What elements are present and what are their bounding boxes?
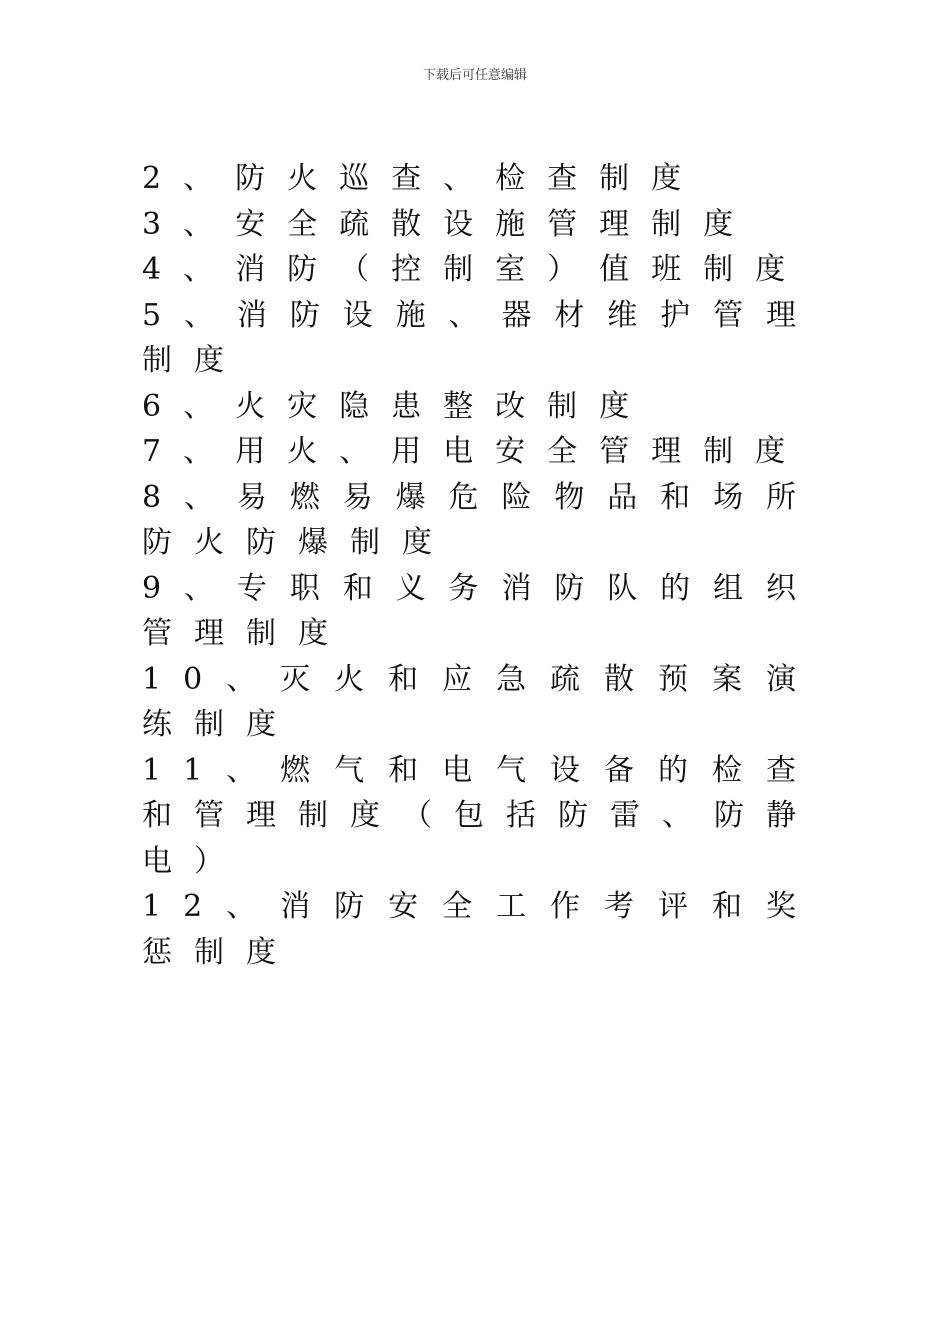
list-item: 4、消防（控制室）值班制度 <box>142 252 808 287</box>
list-item: 10、灭火和应急疏散预案演练制度 <box>142 661 818 742</box>
list-item: 8、易燃易爆危险物品和场所防火防爆制度 <box>142 479 818 560</box>
list-item: 11、燃气和电气设备的检查和管理制度（包括防雷、防静电） <box>142 752 818 879</box>
page-header: 下载后可任意编辑 <box>422 68 527 83</box>
list-item: 3、安全疏散设施管理制度 <box>142 206 756 242</box>
list-item: 9、专职和义务消防队的组织管理制度 <box>142 570 818 651</box>
list-item: 2、防火巡查、检查制度 <box>142 161 704 196</box>
list-item: 7、用火、用电安全管理制度 <box>142 434 808 469</box>
list-item: 6、火灾隐患整改制度 <box>142 388 652 424</box>
list-item: 5、消防设施、器材维护管理制度 <box>142 297 818 378</box>
list-item: 12、消防安全工作考评和奖惩制度 <box>142 889 818 970</box>
document-body <box>142 156 818 975</box>
